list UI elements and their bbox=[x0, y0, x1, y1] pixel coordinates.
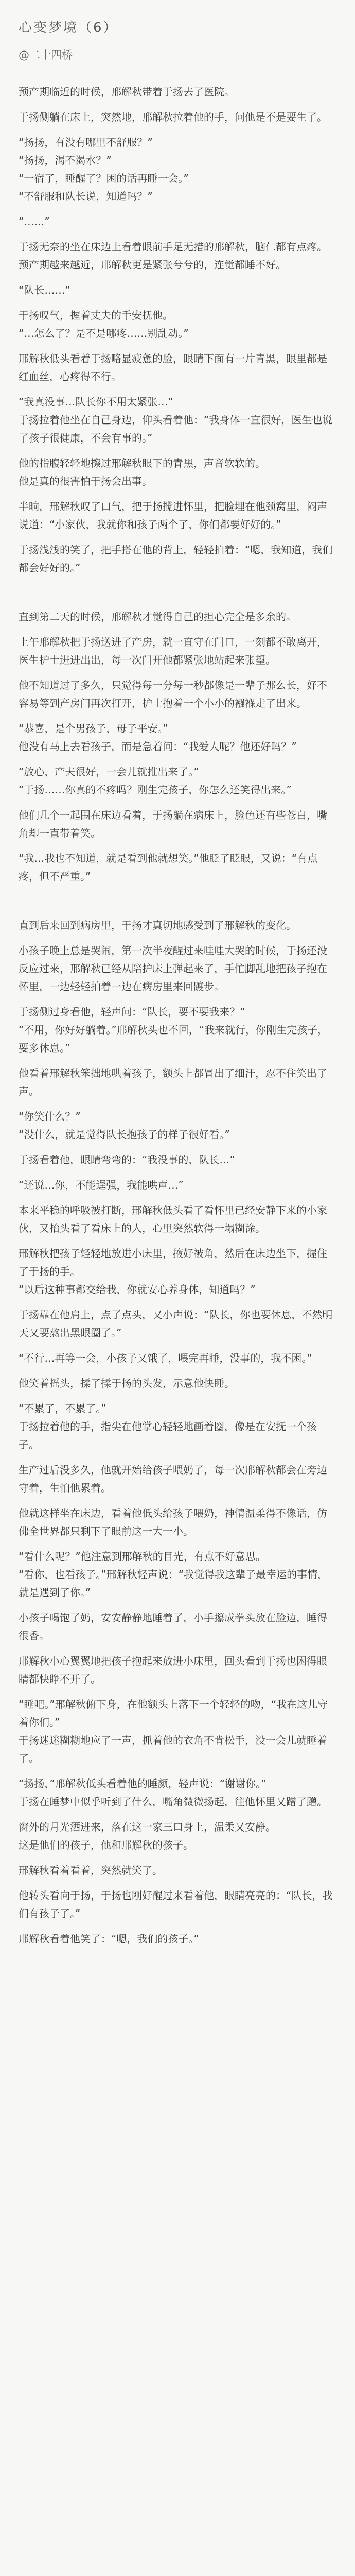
paragraph: “不用，你好好躺着。”邢解秋头也不回，“我来就行，你刚生完孩子，要多休息。” bbox=[19, 1024, 328, 1055]
paragraph: “放心，产夫很好，一会儿就推出来了。” bbox=[19, 766, 199, 778]
paragraph: 他转头看向于扬，于扬也刚好醒过来看着他，眼睛亮亮的：“队长，我们有孩子了。” bbox=[19, 1889, 333, 1920]
paragraph: “睡吧。”邢解秋俯下身，在他额头上落下一个轻轻的吻，“我在这儿守着你们。” bbox=[19, 1698, 328, 1729]
paragraph: “…怎么了？是不是哪疼……别乱动。” bbox=[19, 327, 189, 340]
paragraph: 他们几个一起围在床边看着，于扬躺在病床上，脸色还有些苍白，嘴角却一直带着笑。 bbox=[19, 809, 327, 840]
paragraph: 于扬拉着他坐在自己身边，仰头看着他：“我身体一直很好，医生也说了孩子很健康，不会有事的。” bbox=[19, 414, 333, 445]
paragraph: “还说…你，不能逞强，我能哄声…” bbox=[19, 1179, 184, 1192]
paragraph: 半晌，邢解秋叹了口气，把于扬揽进怀里，把脸埋在他颈窝里，闷声说道：“小家伙，我就你和孩子两个了，你们都要好好的。” bbox=[19, 500, 327, 531]
paragraph: 他看着邢解秋笨拙地哄着孩子，额头上都冒出了细汗，忍不住笑出了声。 bbox=[19, 1067, 327, 1098]
paragraph: “扬扬，有没有哪里不舒服？” bbox=[19, 136, 153, 149]
paragraph: 于扬在睡梦中似乎听到了什么，嘴角微微扬起，往他怀里又蹭了蹭。 bbox=[19, 1795, 327, 1808]
paragraph: 直到第二天的时候，邢解秋才觉得自己的担心完全是多余的。 bbox=[19, 611, 296, 623]
paragraph: 直到后来回到病房里，于扬才真切地感受到了邢解秋的变化。 bbox=[19, 919, 296, 932]
paragraph: 邢解秋小心翼翼地把孩子抱起来放进小床里，回头看到于扬也困得眼睛都快睁不开了。 bbox=[19, 1655, 327, 1686]
paragraph: “不舒服和队长说，知道吗？” bbox=[19, 190, 153, 203]
paragraph: “……” bbox=[19, 215, 50, 228]
paragraph: 于扬侧过身看他，轻声问：“队长，要不要我来？” bbox=[19, 1006, 245, 1019]
paragraph: “我真没事…队长你不用太紧张…” bbox=[19, 396, 173, 409]
paragraph: “队长……” bbox=[19, 284, 70, 297]
paragraph: 邢解秋看着看着，突然就笑了。 bbox=[19, 1864, 163, 1877]
paragraph: 他是真的很害怕于扬会出事。 bbox=[19, 475, 152, 488]
paragraph: 邢解秋看着他笑了：“嗯，我们的孩子。” bbox=[19, 1933, 199, 1945]
article-body bbox=[19, 83, 336, 1948]
paragraph: 于扬拉着他的手，指尖在他掌心轻轻地画着圈，像是在安抚一个孩子。 bbox=[19, 1420, 317, 1451]
paragraph: 窗外的月光洒进来，落在这一家三口身上，温柔又安静。 bbox=[19, 1821, 276, 1834]
paragraph: 生产过后没多久，他就开始给孩子喂奶了，每一次邢解秋都会在旁边守着，生怕他累着。 bbox=[19, 1464, 327, 1495]
paragraph: “恭喜，是个男孩子，母子平安。” bbox=[19, 722, 168, 735]
paragraph: 邢解秋低头看着于扬略显疲惫的脸，眼睛下面有一片青黑，眼里都是红血丝，心疼得不行。 bbox=[19, 352, 327, 383]
paragraph: 邢解秋把孩子轻轻地放进小床里，掖好被角，然后在床边坐下，握住了于扬的手。 bbox=[19, 1247, 327, 1278]
paragraph: 小孩子晚上总是哭闹，第一次半夜醒过来哇哇大哭的时候，于扬还没反应过来，邢解秋已经从陪护床上弹起来了，手忙脚乱地把孩子抱在怀里，一边轻轻拍着一边在病房里来回踱步。 bbox=[19, 944, 327, 993]
paragraph: 上午邢解秋把于扬送进了产房，就一直守在门口，一刻都不敢离开，医生护士进进出出，每一次门开他都紧张地站起来张望。 bbox=[19, 636, 327, 667]
paragraph: 小孩子喝饱了奶，安安静静地睡着了，小手攥成拳头放在脸边，睡得很香。 bbox=[19, 1612, 327, 1642]
paragraph: “不行…再等一会，小孩子又饿了，喂完再睡，没事的，我不困。” bbox=[19, 1352, 312, 1365]
paragraph: “看你，也看孩子。”邢解秋轻声说：“我觉得我这辈子最幸运的事情，就是遇到了你。” bbox=[19, 1568, 328, 1599]
paragraph: 他的指腹轻轻地擦过邢解秋眼下的青黑，声音软软的。 bbox=[19, 457, 265, 470]
paragraph: 这是他们的孩子，他和邢解秋的孩子。 bbox=[19, 1839, 193, 1852]
article-title: 心变梦境（6） bbox=[19, 20, 118, 36]
paragraph: “不累了，不累了。” bbox=[19, 1402, 106, 1415]
author-handle: @二十四桥 bbox=[19, 48, 73, 61]
paragraph: “于扬……你真的不疼吗？刚生完孩子，你怎么还笑得出来。” bbox=[19, 784, 292, 796]
paragraph: “看什么呢？”他注意到邢解秋的目光，有点不好意思。 bbox=[19, 1550, 266, 1563]
paragraph: 预产期越来越近，邢解秋更是紧张兮兮的，连觉都睡不好。 bbox=[19, 259, 286, 272]
paragraph: 于扬看着他，眼睛弯弯的：“我没事的，队长…” bbox=[19, 1154, 235, 1166]
paragraph: 于扬迷迷糊糊地应了一声，抓着他的衣角不肯松手，没一会儿就睡着了。 bbox=[19, 1734, 327, 1765]
paragraph: “扬扬，渴不渴水？” bbox=[19, 154, 112, 167]
paragraph: “以后这种事都交给我，你就安心养身体，知道吗？” bbox=[19, 1283, 256, 1296]
paragraph: “一宿了，睡醒了？困的话再睡一会。” bbox=[19, 172, 189, 185]
paragraph: 于扬靠在他肩上，点了点头，又小声说：“队长，你也要休息，不然明天又要熬出黑眼圈了。” bbox=[19, 1309, 333, 1340]
paragraph: 他没有马上去看孩子，而是急着问：“我爱人呢？他还好吗？” bbox=[19, 740, 297, 753]
paragraph: 于扬叹气，握着丈夫的手安抚他。 bbox=[19, 309, 173, 322]
paragraph: 于扬侧躺在床上，突然地，邢解秋拉着他的手，问他是不是要生了。 bbox=[19, 111, 327, 124]
paragraph: “你笑什么？” bbox=[19, 1110, 81, 1123]
paragraph: 他就这样坐在床边，看着他低头给孩子喂奶，神情温柔得不像话，仿佛全世界都只剩下了眼前这一大一小。 bbox=[19, 1507, 327, 1538]
paragraph: 本来平稳的呼吸被打断，邢解秋低头看了看怀里已经安静下来的小家伙，又抬头看了看床上的人，心里突然软得一塌糊涂。 bbox=[19, 1204, 327, 1235]
paragraph: “没什么，就是觉得队长抱孩子的样子很好看。” bbox=[19, 1128, 230, 1141]
paragraph: “我…我也不知道，就是看到他就想笑。”他眨了眨眼，又说：“有点疼，但不严重。” bbox=[19, 852, 318, 883]
paragraph: 他笑着摇头，揉了揉于扬的头发，示意他快睡。 bbox=[19, 1377, 235, 1390]
paragraph: 于扬浅浅的笑了，把手搭在他的背上，轻轻拍着：“嗯，我知道，我们都会好好的。” bbox=[19, 544, 333, 574]
paragraph: 于扬无奈的坐在床边上看着眼前手足无措的邢解秋，脑仁都有点疼。 bbox=[19, 241, 327, 253]
paragraph: 他不知道过了多久，只觉得每一分每一秒都像是一辈子那么长，好不容易等到产房门再次打开，护士抱着一个小小的襁褓走了出来。 bbox=[19, 679, 327, 710]
paragraph: “扬扬，”邢解秋低头看着他的睡颜，轻声说：“谢谢你。” bbox=[19, 1777, 267, 1790]
paragraph: 预产期临近的时候，邢解秋带着于扬去了医院。 bbox=[19, 86, 235, 98]
